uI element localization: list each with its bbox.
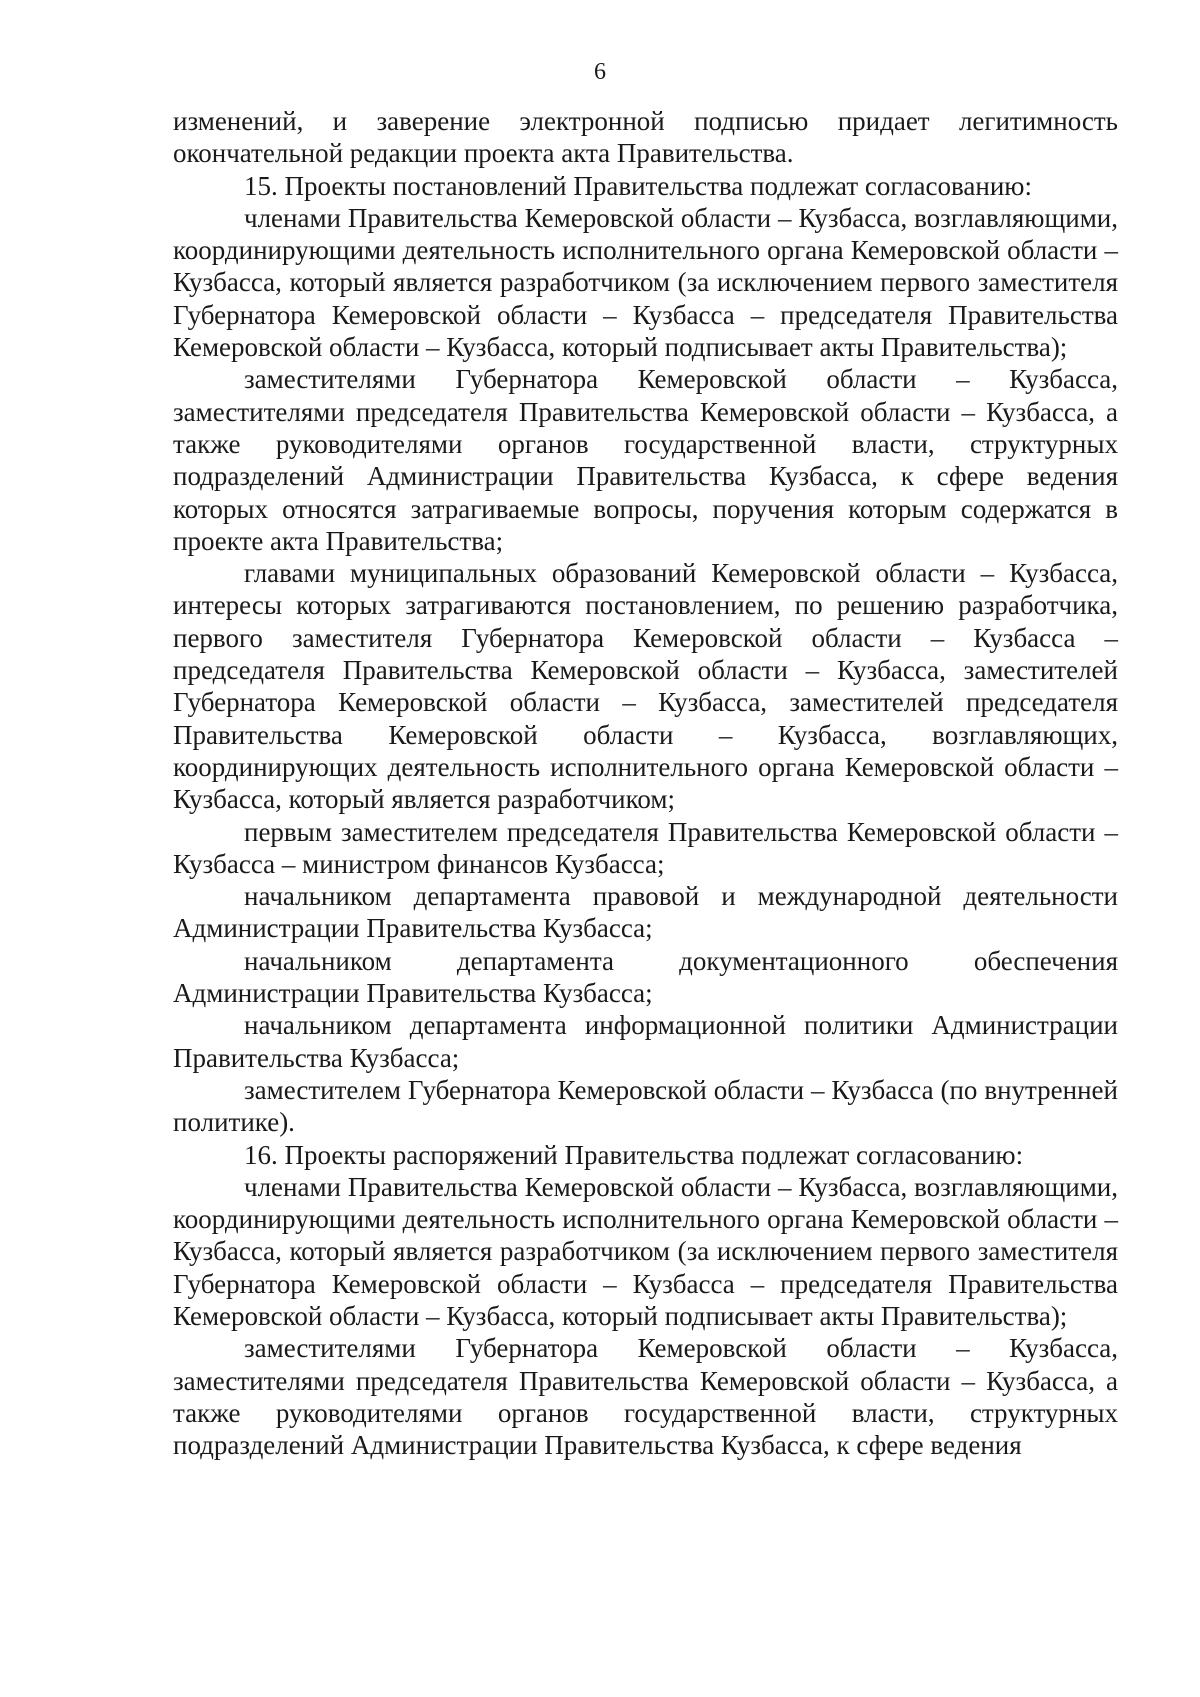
paragraph-item-16: 16. Проекты распоряжений Правительства подлежат согласованию:: [244, 1139, 1024, 1170]
paragraph-item-15: 15. Проекты постановлений Правительства подлежат согласованию:: [244, 170, 1032, 201]
paragraph-deputy-governors-2: заместителями Губернатора Кемеровской области – Кузбасса, заместителями председателя Правительства Кемеровской области – Кузбасса, а также руководителями органов государственной власти, структурных подразделений Администрации Правительства Кузбасса, к сфере ведения: [173, 1333, 1118, 1461]
paragraph-members-of-government: членами Правительства Кемеровской области – Кузбасса, возглавляющими, координирующими деятельность исполнительного органа Кемеровской области – Кузбасса, который является разработчиком (за исключением первого заместителя Губернатора Кемеровской области – Кузбасса – председателя Правительства Кемеровской области – Кузбасса, который подписывает акты Правительства);: [173, 202, 1118, 363]
paragraph-deputy-governors: заместителями Губернатора Кемеровской области – Кузбасса, заместителями председателя Правительства Кемеровской области – Кузбасса, а также руководителями органов государственной власти, структурных подразделений Администрации Правительства Кузбасса, к сфере ведения которых относятся затрагиваемые вопросы, поручения которым содержатся в проекте акта Правительства;: [173, 364, 1118, 556]
paragraph-municipal-heads: главами муниципальных образований Кемеровской области – Кузбасса, интересы которых затрагиваются постановлением, по решению разработчика, первого заместителя Губернатора Кемеровской области – Кузбасса – председателя Правительства Кемеровской области – Кузбасса, заместителей Губернатора Кемеровской области – Кузбасса, заместителей председателя Правительства Кемеровской области – Кузбасса, возглавляющих, координирующих деятельность исполнительного органа Кемеровской области – Кузбасса, который является разработчиком;: [173, 558, 1118, 815]
paragraph-internal-policy-deputy: заместителем Губернатора Кемеровской области – Кузбасса (по внутренней политике).: [173, 1074, 1118, 1138]
paragraph-continuation: изменений, и заверение электронной подписью придает легитимность окончательной редакции проекта акта Правительства.: [173, 106, 1118, 169]
page-number: 6: [594, 59, 606, 85]
paragraph-information-policy-department: начальником департамента информационной политики Администрации Правительства Кузбасса;: [173, 1010, 1118, 1073]
paragraph-finance-minister: первым заместителем председателя Правительства Кемеровской области – Кузбасса – министром финансов Кузбасса;: [173, 816, 1118, 879]
document-body: [173, 105, 1118, 1461]
paragraph-legal-department: начальником департамента правовой и международной деятельности Администрации Правительства Кузбасса;: [173, 881, 1118, 944]
paragraph-documentation-department: начальником департамента документационного обеспечения Администрации Правительства Кузбасса;: [173, 945, 1118, 1009]
paragraph-members-of-government-2: членами Правительства Кемеровской области – Кузбасса, возглавляющими, координирующими деятельность исполнительного органа Кемеровской области – Кузбасса, который является разработчиком (за исключением первого заместителя Губернатора Кемеровской области – Кузбасса – председателя Правительства Кемеровской области – Кузбасса, который подписывает акты Правительства);: [173, 1171, 1118, 1331]
